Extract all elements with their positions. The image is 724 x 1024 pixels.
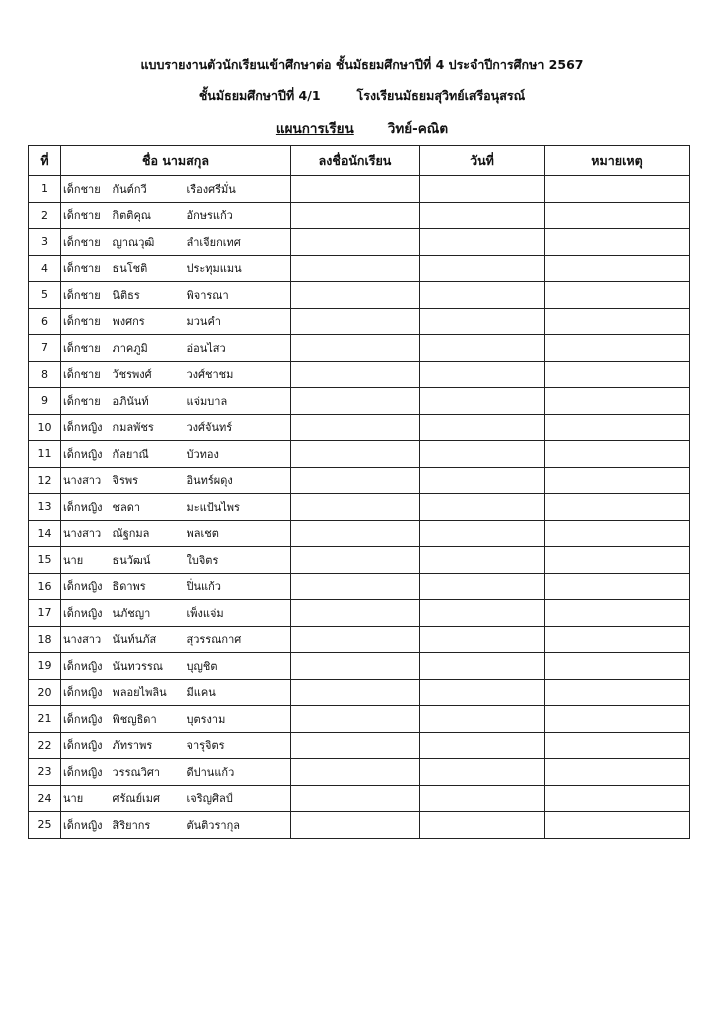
table-row	[29, 785, 690, 812]
signature-cell[interactable]	[291, 176, 420, 203]
table-header-row	[29, 146, 690, 176]
class-label: ชั้นมัธยมศึกษาปีที่ 4/1	[198, 88, 321, 103]
student-prefix: นางสาว	[61, 520, 113, 547]
student-first-name: ภาคภูมิ	[113, 335, 187, 362]
row-number: 16	[29, 573, 61, 600]
row-number: 24	[29, 785, 61, 812]
signature-cell[interactable]	[291, 706, 420, 733]
date-cell[interactable]	[420, 600, 545, 627]
signature-cell[interactable]	[291, 785, 420, 812]
table-row	[29, 282, 690, 309]
signature-cell[interactable]	[291, 467, 420, 494]
student-last-name: บุญชิต	[187, 653, 291, 680]
table-row	[29, 388, 690, 415]
student-last-name: บัวทอง	[187, 441, 291, 468]
plan-label: แผนการเรียน	[275, 121, 354, 137]
date-cell[interactable]	[420, 626, 545, 653]
note-cell[interactable]	[545, 626, 690, 653]
student-first-name: ศรัณย์เมศ	[113, 785, 187, 812]
student-first-name: อภินันท์	[113, 388, 187, 415]
date-cell[interactable]	[420, 520, 545, 547]
date-cell[interactable]	[420, 308, 545, 335]
student-last-name: มวนคำ	[187, 308, 291, 335]
row-number: 20	[29, 679, 61, 706]
student-prefix: เด็กชาย	[61, 308, 113, 335]
signature-cell[interactable]	[291, 573, 420, 600]
student-first-name: กันต์กวี	[113, 176, 187, 203]
row-number: 12	[29, 467, 61, 494]
signature-cell[interactable]	[291, 388, 420, 415]
student-first-name: ณัฐกมล	[113, 520, 187, 547]
student-last-name: วงศ์จันทร์	[187, 414, 291, 441]
student-prefix: เด็กหญิง	[61, 573, 113, 600]
row-number: 4	[29, 255, 61, 282]
signature-cell[interactable]	[291, 626, 420, 653]
student-first-name: นันท์นภัส	[113, 626, 187, 653]
table-row	[29, 812, 690, 839]
date-cell[interactable]	[420, 785, 545, 812]
row-number: 17	[29, 600, 61, 627]
note-cell[interactable]	[545, 282, 690, 309]
row-number: 21	[29, 706, 61, 733]
table-row	[29, 600, 690, 627]
row-number: 3	[29, 229, 61, 256]
signature-cell[interactable]	[291, 282, 420, 309]
date-cell[interactable]	[420, 361, 545, 388]
date-cell[interactable]	[420, 573, 545, 600]
note-cell[interactable]	[545, 202, 690, 229]
date-cell[interactable]	[420, 679, 545, 706]
table-row	[29, 255, 690, 282]
note-cell[interactable]	[545, 706, 690, 733]
student-last-name: ใบจิตร	[187, 547, 291, 574]
row-number: 1	[29, 176, 61, 203]
note-cell[interactable]	[545, 255, 690, 282]
student-prefix: นางสาว	[61, 467, 113, 494]
date-cell[interactable]	[420, 388, 545, 415]
row-number: 2	[29, 202, 61, 229]
date-cell[interactable]	[420, 706, 545, 733]
student-table	[28, 145, 690, 839]
signature-cell[interactable]	[291, 229, 420, 256]
date-cell[interactable]	[420, 441, 545, 468]
col-no-header: ที่	[29, 146, 61, 176]
student-last-name: วงศ์ชาชม	[187, 361, 291, 388]
date-cell[interactable]	[420, 202, 545, 229]
student-first-name: วัชรพงศ์	[113, 361, 187, 388]
student-first-name: ธนวัฒน์	[113, 547, 187, 574]
student-first-name: นันทวรรณ	[113, 653, 187, 680]
student-last-name: จารุจิตร	[187, 732, 291, 759]
signature-cell[interactable]	[291, 812, 420, 839]
student-first-name: นิติธร	[113, 282, 187, 309]
row-number: 7	[29, 335, 61, 362]
row-number: 15	[29, 547, 61, 574]
note-cell[interactable]	[545, 547, 690, 574]
student-first-name: พลอยไพลิน	[113, 679, 187, 706]
report-title: แบบรายงานตัวนักเรียนเข้าศึกษาต่อ ชั้นมัธยมศึกษาปีที่ 4 ประจำปีการศึกษา 2567	[140, 57, 584, 72]
student-prefix: เด็กหญิง	[61, 653, 113, 680]
student-first-name: พิชญธิดา	[113, 706, 187, 733]
note-cell[interactable]	[545, 573, 690, 600]
table-row	[29, 335, 690, 362]
student-prefix: เด็กชาย	[61, 229, 113, 256]
signature-cell[interactable]	[291, 308, 420, 335]
note-cell[interactable]	[545, 759, 690, 786]
date-cell[interactable]	[420, 414, 545, 441]
date-cell[interactable]	[420, 759, 545, 786]
student-first-name: สิริยากร	[113, 812, 187, 839]
student-prefix: เด็กหญิง	[61, 732, 113, 759]
student-prefix: นาย	[61, 785, 113, 812]
row-number: 14	[29, 520, 61, 547]
student-last-name: ตันติวรากุล	[187, 812, 291, 839]
row-number: 23	[29, 759, 61, 786]
signature-cell[interactable]	[291, 547, 420, 574]
student-last-name: เพ็งแจ่ม	[187, 600, 291, 627]
table-row	[29, 626, 690, 653]
date-cell[interactable]	[420, 653, 545, 680]
student-prefix: เด็กหญิง	[61, 759, 113, 786]
table-row	[29, 414, 690, 441]
student-prefix: เด็กชาย	[61, 202, 113, 229]
student-last-name: ประทุมแมน	[187, 255, 291, 282]
row-number: 9	[29, 388, 61, 415]
student-prefix: นางสาว	[61, 626, 113, 653]
student-first-name: ธนโชติ	[113, 255, 187, 282]
student-first-name: พงศกร	[113, 308, 187, 335]
note-cell[interactable]	[545, 335, 690, 362]
row-number: 13	[29, 494, 61, 521]
signature-cell[interactable]	[291, 202, 420, 229]
class-school-line	[0, 86, 724, 106]
student-last-name: เจริญศิลป์	[187, 785, 291, 812]
row-number: 8	[29, 361, 61, 388]
row-number: 25	[29, 812, 61, 839]
signature-cell[interactable]	[291, 732, 420, 759]
student-first-name: ธิดาพร	[113, 573, 187, 600]
note-cell[interactable]	[545, 467, 690, 494]
row-number: 11	[29, 441, 61, 468]
signature-cell[interactable]	[291, 255, 420, 282]
col-name-header: ชื่อ นามสกุล	[61, 146, 291, 176]
table-row	[29, 653, 690, 680]
student-first-name: นภัชญา	[113, 600, 187, 627]
note-cell[interactable]	[545, 653, 690, 680]
row-number: 22	[29, 732, 61, 759]
table-row	[29, 229, 690, 256]
student-prefix: เด็กหญิง	[61, 414, 113, 441]
student-first-name: กัลยาณี	[113, 441, 187, 468]
table-row	[29, 732, 690, 759]
student-last-name: ลำเจียกเทศ	[187, 229, 291, 256]
note-cell[interactable]	[545, 600, 690, 627]
table-row	[29, 176, 690, 203]
note-cell[interactable]	[545, 176, 690, 203]
date-cell[interactable]	[420, 229, 545, 256]
student-prefix: เด็กชาย	[61, 335, 113, 362]
signature-cell[interactable]	[291, 600, 420, 627]
student-first-name: จิรพร	[113, 467, 187, 494]
student-first-name: ญาณวุฒิ	[113, 229, 187, 256]
row-number: 6	[29, 308, 61, 335]
student-prefix: เด็กหญิง	[61, 706, 113, 733]
student-last-name: อักษรแก้ว	[187, 202, 291, 229]
row-number: 19	[29, 653, 61, 680]
note-cell[interactable]	[545, 812, 690, 839]
date-cell[interactable]	[420, 467, 545, 494]
note-cell[interactable]	[545, 732, 690, 759]
student-first-name: ภัทราพร	[113, 732, 187, 759]
table-row	[29, 706, 690, 733]
student-last-name: อ่อนไสว	[187, 335, 291, 362]
student-prefix: เด็กหญิง	[61, 679, 113, 706]
date-cell[interactable]	[420, 547, 545, 574]
student-prefix: เด็กหญิง	[61, 600, 113, 627]
signature-cell[interactable]	[291, 414, 420, 441]
signature-cell[interactable]	[291, 494, 420, 521]
student-first-name: กิตติคุณ	[113, 202, 187, 229]
signature-cell[interactable]	[291, 679, 420, 706]
note-cell[interactable]	[545, 494, 690, 521]
table-row	[29, 520, 690, 547]
student-first-name: กมลพัชร	[113, 414, 187, 441]
signature-cell[interactable]	[291, 361, 420, 388]
student-first-name: วรรณวิศา	[113, 759, 187, 786]
signature-cell[interactable]	[291, 335, 420, 362]
student-rows	[29, 176, 690, 839]
student-prefix: เด็กหญิง	[61, 441, 113, 468]
col-date-header: วันที่	[420, 146, 545, 176]
date-cell[interactable]	[420, 255, 545, 282]
note-cell[interactable]	[545, 441, 690, 468]
date-cell[interactable]	[420, 812, 545, 839]
student-prefix: เด็กหญิง	[61, 812, 113, 839]
note-cell[interactable]	[545, 414, 690, 441]
student-last-name: สุวรรณกาศ	[187, 626, 291, 653]
table-row	[29, 308, 690, 335]
signature-cell[interactable]	[291, 520, 420, 547]
student-last-name: พลเชต	[187, 520, 291, 547]
table-row	[29, 441, 690, 468]
col-note-header: หมายเหตุ	[545, 146, 690, 176]
table-row	[29, 759, 690, 786]
program-name: วิทย์-คณิต	[387, 121, 449, 137]
col-sign-header: ลงชื่อนักเรียน	[291, 146, 420, 176]
student-prefix: เด็กชาย	[61, 361, 113, 388]
table-row	[29, 361, 690, 388]
student-prefix: เด็กชาย	[61, 388, 113, 415]
signature-cell[interactable]	[291, 759, 420, 786]
table-row	[29, 547, 690, 574]
table-row	[29, 573, 690, 600]
student-first-name: ชลดา	[113, 494, 187, 521]
note-cell[interactable]	[545, 229, 690, 256]
signature-cell[interactable]	[291, 653, 420, 680]
note-cell[interactable]	[545, 308, 690, 335]
student-last-name: มีแคน	[187, 679, 291, 706]
table-row	[29, 467, 690, 494]
student-last-name: อินทร์ผดุง	[187, 467, 291, 494]
student-prefix: เด็กชาย	[61, 255, 113, 282]
note-cell[interactable]	[545, 679, 690, 706]
note-cell[interactable]	[545, 361, 690, 388]
note-cell[interactable]	[545, 785, 690, 812]
table-row	[29, 202, 690, 229]
student-last-name: ปิ่นแก้ว	[187, 573, 291, 600]
row-number: 5	[29, 282, 61, 309]
date-cell[interactable]	[420, 732, 545, 759]
student-last-name: พิจารณา	[187, 282, 291, 309]
note-cell[interactable]	[545, 388, 690, 415]
note-cell[interactable]	[545, 520, 690, 547]
student-last-name: เรืองศรีมั่น	[187, 176, 291, 203]
student-prefix: นาย	[61, 547, 113, 574]
row-number: 10	[29, 414, 61, 441]
signature-cell[interactable]	[291, 441, 420, 468]
date-cell[interactable]	[420, 282, 545, 309]
student-last-name: แจ่มบาล	[187, 388, 291, 415]
study-plan-line	[0, 117, 724, 139]
student-prefix: เด็กชาย	[61, 176, 113, 203]
date-cell[interactable]	[420, 335, 545, 362]
student-prefix: เด็กหญิง	[61, 494, 113, 521]
student-last-name: ดีปานแก้ว	[187, 759, 291, 786]
table-row	[29, 679, 690, 706]
date-cell[interactable]	[420, 176, 545, 203]
student-prefix: เด็กชาย	[61, 282, 113, 309]
date-cell[interactable]	[420, 494, 545, 521]
student-last-name: บุตรงาม	[187, 706, 291, 733]
student-last-name: มะแป้นไพร	[187, 494, 291, 521]
school-name: โรงเรียนมัธยมสุวิทย์เสรีอนุสรณ์	[356, 88, 526, 103]
table-row	[29, 494, 690, 521]
row-number: 18	[29, 626, 61, 653]
